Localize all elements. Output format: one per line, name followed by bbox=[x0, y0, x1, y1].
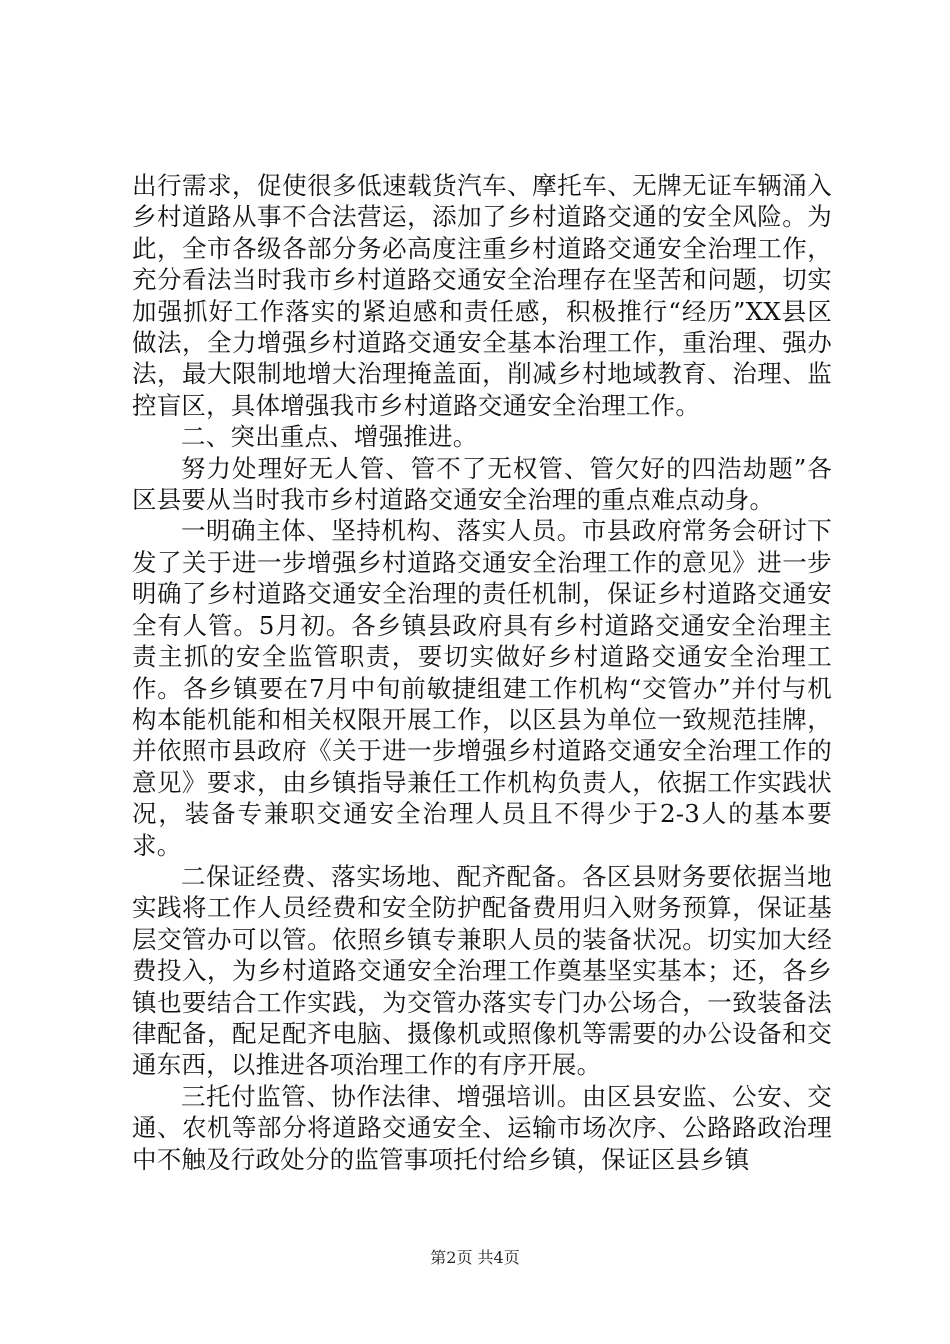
document-body bbox=[132, 170, 832, 1175]
paragraph: 三托付监管、协作法律、增强培训。由区县安监、公安、交通、农机等部分将道路交通安全、运输市场次序、公路路政治理中不触及行政处分的监管事项托付给乡镇，保证区县乡镇 bbox=[132, 1081, 832, 1174]
paragraph: 二保证经费、落实场地、配齐配备。各区县财务要依据当地实践将工作人员经费和安全防护配备费用归入财务预算，保证基层交管办可以管。依照乡镇专兼职人员的装备状况。切实加大经费投入，为乡村道路交通安全治理工作奠基坚实基本；还，各乡镇也要结合工作实践，为交管办落实专门办公场合，一致装备法律配备，配足配齐电脑、摄像机或照像机等需要的办公设备和交通东西，以推进各项治理工作的有序开展。 bbox=[132, 861, 832, 1080]
paragraph-continuation: 出行需求，促使很多低速载货汽车、摩托车、无牌无证车辆涌入乡村道路从事不合法营运，添加了乡村道路交通的安全风险。为此，全市各级各部分务必高度注重乡村道路交通安全治理工作，充分看法当时我市乡村道路交通安全治理存在坚苦和问题，切实加强抓好工作落实的紧迫感和责任感，积极推行“经历”XX县区做法，全力增强乡村道路交通安全基本治理工作，重治理、强办法，最大限制地增大治理掩盖面，削减乡村地域教育、治理、监控盲区，具体增强我市乡村道路交通安全治理工作。 bbox=[132, 171, 832, 420]
page-footer: 第2页 共4页 bbox=[430, 1248, 520, 1267]
paragraph: 努力处理好无人管、管不了无权管、管欠好的四浩劫题”各区县要从当时我市乡村道路交通安全治理的重点难点动身。 bbox=[132, 453, 832, 515]
paragraph: 一明确主体、坚持机构、落实人员。市县政府常务会研讨下发了关于进一步增强乡村道路交通安全治理工作的意见》进一步明确了乡村道路交通安全治理的责任机制，保证乡村道路交通安全有人管。5月初。各乡镇县政府具有乡村道路交通安全治理主责主抓的安全监管职责，要切实做好乡村道路交通安全治理工作。各乡镇要在7月中旬前敏捷组建工作机构“交管办”并付与机构本能机能和相关权限开展工作，以区县为单位一致规范挂牌，并依照市县政府《关于进一步增强乡村道路交通安全治理工作的意见》要求，由乡镇指导兼任工作机构负责人，依据工作实践状况，装备专兼职交通安全治理人员且不得少于2-3人的基本要求。 bbox=[132, 516, 832, 860]
section-heading: 二、突出重点、增强推进。 bbox=[181, 422, 478, 452]
